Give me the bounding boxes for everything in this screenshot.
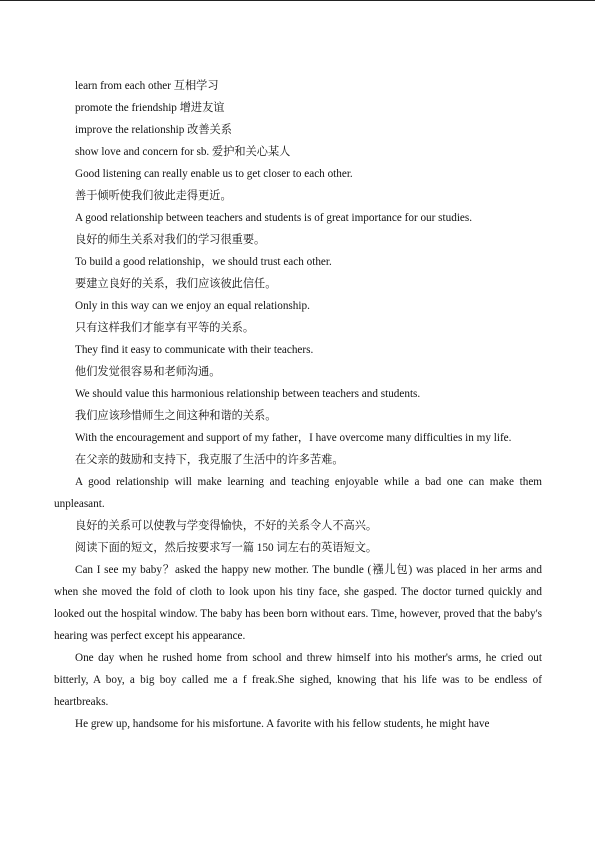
sentence-cn: 他们发觉很容易和老师沟通。 [75, 366, 221, 378]
paragraph-father-cn: 在父亲的鼓励和支持下，我克服了生活中的许多苦难。 [75, 454, 344, 466]
sentence-en: Only in this way can we enjoy an equal relationship. [75, 300, 310, 312]
sentence-cn: 我们应该珍惜师生之间这种和谐的关系。 [75, 410, 277, 422]
sentence-en: Good listening can really enable us to get closer to each other. [75, 168, 353, 180]
sentence-cn: 良好的师生关系对我们的学习很重要。 [75, 234, 266, 246]
sentence-en: They find it easy to communicate with their teachers. [75, 344, 314, 356]
sentence-cn: 只有这样我们才能享有平等的关系。 [75, 322, 255, 334]
paragraph-relationship-en: A good relationship will make learning and teaching enjoyable while a bad one can make them unpleasant. [54, 476, 542, 510]
sentence-cn: 善于倾听使我们彼此走得更近。 [75, 190, 232, 202]
instruction-text: 阅读下面的短文，然后按要求写一篇 150 词左右的英语短文。 [75, 542, 378, 554]
story-paragraph: One day when he rushed home from school and threw himself into his mother's arms, he cried out bitterly, A boy, a big boy called me a f freak.She sighed, knowing that his life was to be endless of heartbreaks. [54, 652, 542, 708]
sentence-en: To build a good relationship，we should trust each other. [75, 256, 332, 268]
phrase-line: promote the friendship 增进友谊 [75, 102, 225, 114]
sentence-en: We should value this harmonious relationship between teachers and students. [75, 388, 421, 400]
document-body [54, 75, 542, 735]
paragraph-father-en: With the encouragement and support of my father，I have overcome many difficulties in my life. [75, 432, 512, 444]
story-paragraph: Can I see my baby？asked the happy new mother. The bundle (襁儿包) was placed in her arms and when she moved the fold of cloth to look upon his tiny face, she gasped. The doctor turned quickly and looked out the hospital window. The baby has been born without ears. Time, however, proved that the baby's hearing was perfect except his appearance. [54, 564, 542, 642]
phrase-line: show love and concern for sb. 爱护和关心某人 [75, 146, 291, 158]
story-paragraph: He grew up, handsome for his misfortune. A favorite with his fellow students, he might have [75, 718, 490, 730]
phrase-line: improve the relationship 改善关系 [75, 124, 232, 136]
sentence-en: A good relationship between teachers and students is of great importance for our studies. [75, 212, 473, 224]
sentence-cn: 要建立良好的关系，我们应该彼此信任。 [75, 278, 277, 290]
top-rule [0, 0, 595, 1]
paragraph-relationship-cn: 良好的关系可以使教与学变得愉快，不好的关系令人不高兴。 [75, 520, 378, 532]
phrase-line: learn from each other 互相学习 [75, 80, 219, 92]
